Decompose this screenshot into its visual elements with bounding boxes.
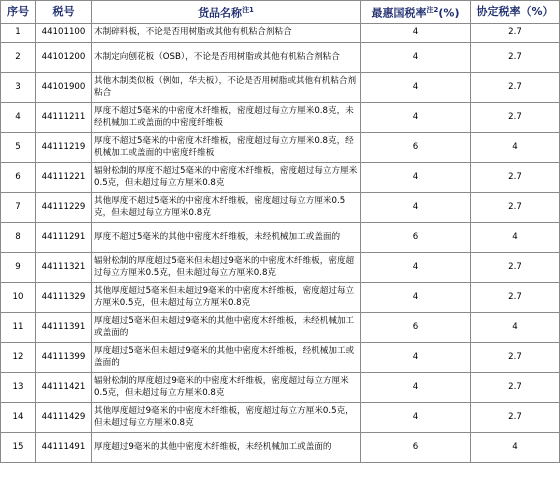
tariff-code: 44111229 <box>36 193 92 223</box>
mfn-rate: 6 <box>361 433 471 463</box>
tariff-code: 44111391 <box>36 313 92 343</box>
header-mfn-note: 注2 <box>426 5 439 14</box>
tariff-code: 44111491 <box>36 433 92 463</box>
agreement-rate: 2.7 <box>471 24 560 43</box>
goods-name: 厚度超过5毫米但未超过9毫米的其他中密度木纤维板，经机械加工或盖面的 <box>92 343 361 373</box>
goods-name: 厚度不超过5毫米的中密度木纤维板，密度超过每立方厘米0.8克，经机械加工或盖面的中密度纤维板 <box>92 133 361 163</box>
tariff-code: 44111421 <box>36 373 92 403</box>
table-row <box>1 253 560 283</box>
mfn-rate: 4 <box>361 24 471 43</box>
row-number: 12 <box>1 343 36 373</box>
row-number: 15 <box>1 433 36 463</box>
row-number: 10 <box>1 283 36 313</box>
table-row <box>1 24 560 43</box>
goods-name: 厚度超过9毫米的其他中密度木纤维板，未经机械加工或盖面的 <box>92 433 361 463</box>
row-number: 2 <box>1 43 36 73</box>
row-number: 9 <box>1 253 36 283</box>
tariff-code: 44111219 <box>36 133 92 163</box>
mfn-rate: 4 <box>361 403 471 433</box>
table-row <box>1 283 560 313</box>
goods-name: 其他厚度不超过5毫米的中密度木纤维板，密度超过每立方厘米0.5克，但未超过每立方厘米0.8克 <box>92 193 361 223</box>
agreement-rate: 4 <box>471 433 560 463</box>
goods-name: 其他厚度超过5毫米但未超过9毫米的中密度木纤维板，密度超过每立方厘米0.5克，但未超过每立方厘米0.8克 <box>92 283 361 313</box>
agreement-rate: 2.7 <box>471 103 560 133</box>
goods-name: 辐射松制的厚度不超过5毫米的中密度木纤维板，密度超过每立方厘米0.5克，但未超过每立方厘米0.8克 <box>92 163 361 193</box>
header-row <box>1 1 560 24</box>
mfn-rate: 4 <box>361 163 471 193</box>
mfn-rate: 6 <box>361 313 471 343</box>
mfn-rate: 4 <box>361 283 471 313</box>
row-number: 7 <box>1 193 36 223</box>
goods-name: 厚度不超过5毫米的中密度木纤维板，密度超过每立方厘米0.8克，未经机械加工或盖面的中密度纤维板 <box>92 103 361 133</box>
mfn-rate: 4 <box>361 73 471 103</box>
mfn-rate: 4 <box>361 193 471 223</box>
header-name-note: 注1 <box>242 5 254 14</box>
header-name <box>92 1 361 24</box>
row-number: 1 <box>1 24 36 43</box>
mfn-rate: 4 <box>361 343 471 373</box>
table-row <box>1 163 560 193</box>
agreement-rate: 4 <box>471 133 560 163</box>
tariff-code: 44111211 <box>36 103 92 133</box>
agreement-rate: 2.7 <box>471 73 560 103</box>
agreement-rate: 2.7 <box>471 403 560 433</box>
tariff-code: 44111429 <box>36 403 92 433</box>
goods-name: 木制定向刨花板（OSB），不论是否用树脂或其他有机粘合剂粘合 <box>92 43 361 73</box>
row-number: 5 <box>1 133 36 163</box>
table-row <box>1 73 560 103</box>
mfn-rate: 6 <box>361 133 471 163</box>
tariff-code: 44111321 <box>36 253 92 283</box>
tariff-code: 44111221 <box>36 163 92 193</box>
mfn-rate: 6 <box>361 223 471 253</box>
goods-name: 木制碎料板，不论是否用树脂或其他有机粘合剂粘合 <box>92 24 361 43</box>
table-row <box>1 313 560 343</box>
header-no: 序号 <box>1 1 36 24</box>
agreement-rate: 2.7 <box>471 373 560 403</box>
row-number: 14 <box>1 403 36 433</box>
agreement-rate: 4 <box>471 223 560 253</box>
agreement-rate: 2.7 <box>471 253 560 283</box>
header-mfn-label: 最惠国税率 <box>371 6 427 20</box>
mfn-rate: 4 <box>361 373 471 403</box>
table-row <box>1 373 560 403</box>
tariff-code: 44111329 <box>36 283 92 313</box>
tariff-code: 44111399 <box>36 343 92 373</box>
tariff-code: 44101900 <box>36 73 92 103</box>
row-number: 3 <box>1 73 36 103</box>
table-row <box>1 43 560 73</box>
goods-name: 其他厚度超过9毫米的中密度木纤维板，密度超过每立方厘米0.5克，但未超过每立方厘米0.8克 <box>92 403 361 433</box>
table-row <box>1 343 560 373</box>
agreement-rate: 2.7 <box>471 283 560 313</box>
tariff-code: 44101100 <box>36 24 92 43</box>
mfn-rate: 4 <box>361 253 471 283</box>
agreement-rate: 2.7 <box>471 193 560 223</box>
header-agreement: 协定税率（%） <box>471 1 560 24</box>
header-mfn-unit: (%) <box>438 6 460 20</box>
tariff-code: 44101200 <box>36 43 92 73</box>
table-row <box>1 433 560 463</box>
row-number: 13 <box>1 373 36 403</box>
row-number: 6 <box>1 163 36 193</box>
tariff-code: 44111291 <box>36 223 92 253</box>
agreement-rate: 4 <box>471 313 560 343</box>
table-row <box>1 103 560 133</box>
mfn-rate: 4 <box>361 103 471 133</box>
row-number: 11 <box>1 313 36 343</box>
agreement-rate: 2.7 <box>471 163 560 193</box>
goods-name: 辐射松制的厚度超过5毫米但未超过9毫米的中密度木纤维板，密度超过每立方厘米0.5克，但未超过每立方厘米0.8克 <box>92 253 361 283</box>
goods-name: 其他木制类似板（例如，华夫板），不论是否用树脂或其他有机粘合剂粘合 <box>92 73 361 103</box>
table-row <box>1 133 560 163</box>
table-row <box>1 223 560 253</box>
table-row <box>1 193 560 223</box>
agreement-rate: 2.7 <box>471 43 560 73</box>
header-mfn <box>361 1 471 24</box>
goods-name: 辐射松制的厚度超过9毫米的中密度木纤维板，密度超过每立方厘米0.5克，但未超过每立方厘米0.8克 <box>92 373 361 403</box>
header-code: 税号 <box>36 1 92 24</box>
header-name-label: 货品名称 <box>198 6 243 20</box>
row-number: 4 <box>1 103 36 133</box>
goods-name: 厚度不超过5毫米的其他中密度木纤维板，未经机械加工或盖面的 <box>92 223 361 253</box>
agreement-rate: 2.7 <box>471 343 560 373</box>
goods-name: 厚度超过5毫米但未超过9毫米的其他中密度木纤维板，未经机械加工或盖面的 <box>92 313 361 343</box>
mfn-rate: 4 <box>361 43 471 73</box>
row-number: 8 <box>1 223 36 253</box>
table-row <box>1 403 560 433</box>
